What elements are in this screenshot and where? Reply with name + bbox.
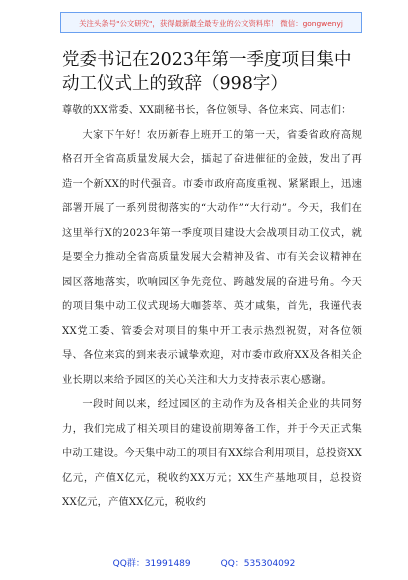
footer-qq-group: QQ群：31991489 [112,559,191,569]
paragraph-1: 大家下午好！农历新春上班开工的第一天，省委省政府高规格召开全省高质量发展大会，擂起了奋进催征的金鼓，发出了再造一个新XX的时代强音。市委市政府高度重视、紧紧跟上，迅速部署开展了一系列贯彻落实的“大动作”“大行动”。今天，我们在这里举行X的2023年第一季度项目建设大会战项目动工仪式，就是要全力推动全省高质量发展大会精神及省、市有关会议精神在园区落地落实，吹响园区争先竞位、跨越发展的奋进号角。今天的项目集中动工仪式现场大咖荟萃、英才咸集，首先，我谨代表XX党工委、管委会对项目的集中开工表示热烈祝贺，对各位领导、各位来宾的到来表示诚挚欢迎，对市委市政府XX及各相关企业长期以来给予园区的关心关注和大力支持表示衷心感谢。 [62,129,362,386]
promo-banner [60,12,362,33]
promo-banner-text: 关注头条号"公文研究"，获得最新最全最专业的公文资料库！ 微信：gongwenyj [79,19,343,28]
paragraph-2: 一段时间以来，经过园区的主动作为及各相关企业的共同努力，我们完成了相关项目的建设前期筹备工作，并于今天正式集中动工建设。今天集中动工的项目有XX综合利用项目，总投资XX亿元，产值X亿元，税收约XX万元；XX生产基地项目，总投资XX亿元，产值XX亿元，税收约 [62,399,362,508]
document-title: 党委书记在2023年第一季度项目集中动工仪式上的致辞（998字） [62,50,352,94]
footer-qq-contact: QQ：535304092 [220,559,296,569]
document-body [62,99,362,516]
footer-contact [0,556,408,569]
salutation: 尊敬的XX常委、XX副秘书长，各位领导、各位来宾、同志们： [62,105,352,116]
